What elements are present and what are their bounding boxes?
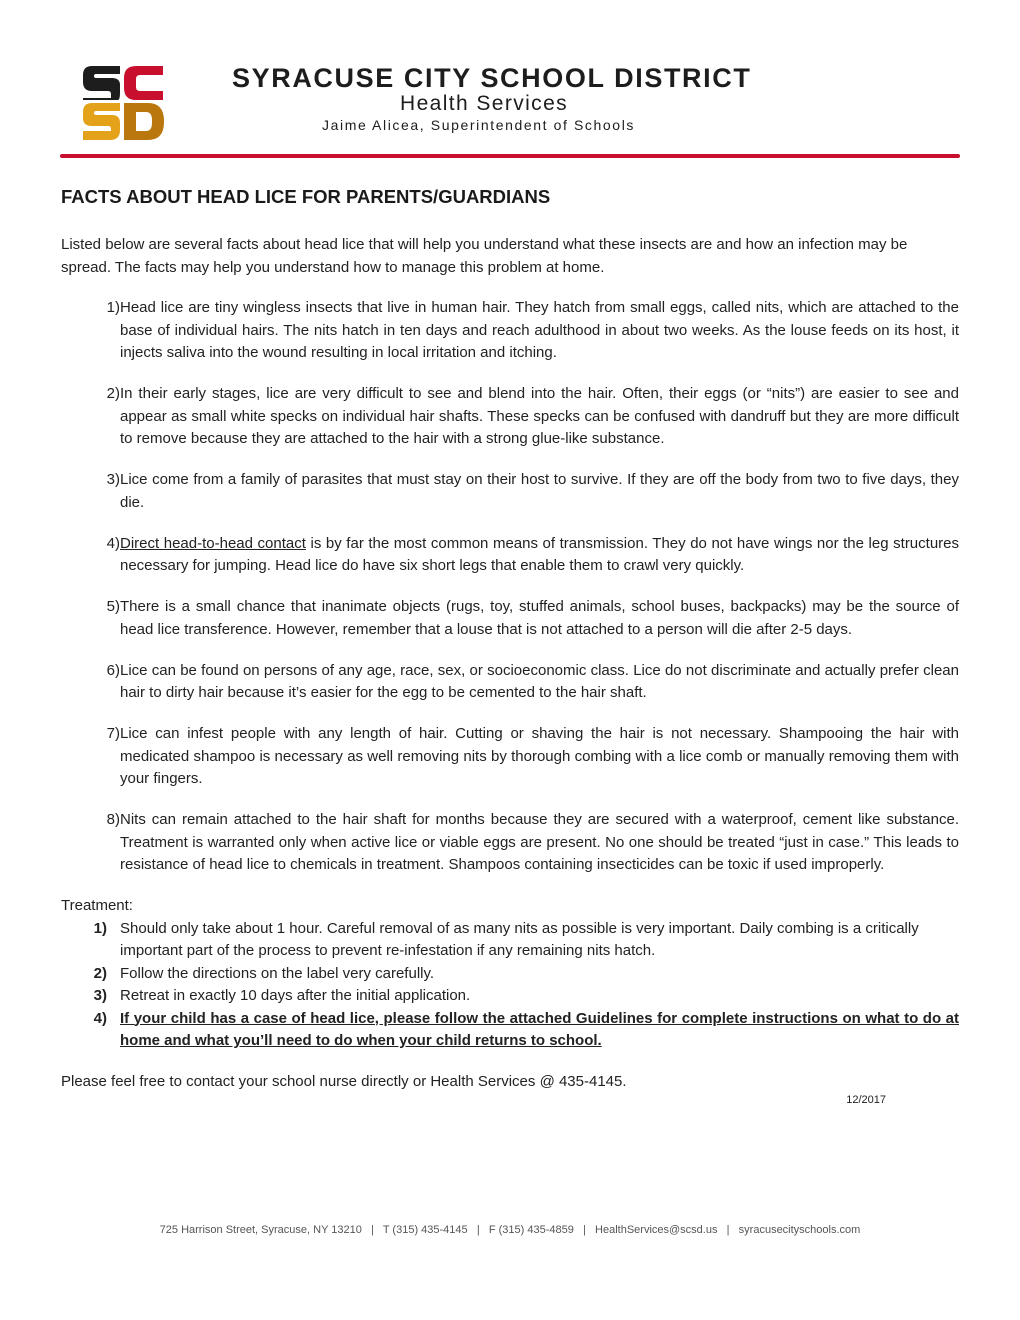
fact-text: In their early stages, lice are very difficult to see and blend into the hair. Often, their eggs (or “nits”) are easier to see and appear as small white specks on individual hair shafts. These specks can be confused with dandruff but they are more difficult to remove because they are attached to the hair with a strong glue-like substance. — [120, 385, 959, 447]
fact-number: 5) — [106, 598, 120, 615]
fact-text: Lice come from a family of parasites that must stay on their host to survive. If they are off the body from two to five days, they die. — [120, 471, 959, 511]
document-title: FACTS ABOUT HEAD LICE FOR PARENTS/GUARDIANS — [61, 186, 551, 207]
treatment-item — [61, 963, 959, 986]
treatment-number: 1) — [93, 919, 107, 937]
fact-item — [61, 533, 959, 578]
treatment-text: Retreat in exactly 10 days after the initial application. — [120, 987, 471, 1004]
fact-item — [61, 469, 959, 514]
document-body — [61, 234, 959, 1107]
emphasized-phrase: Direct head-to-head contact — [120, 534, 306, 552]
treatment-number: 3) — [93, 987, 107, 1004]
header-divider — [60, 154, 960, 158]
fact-text: Head lice are tiny wingless insects that live in human hair. They hatch from small eggs, called nits, which are attached to the base of individual hairs. The nits hatch in ten days and reach adulthood in about two weeks. As the louse feeds on its host, it injects saliva into the wound resulting in local irritation and itching. — [120, 299, 959, 361]
fact-number: 8) — [106, 811, 120, 828]
treatment-item — [61, 918, 959, 963]
fact-number: 6) — [106, 661, 120, 679]
scsd-logo — [80, 60, 165, 140]
fact-number: 2) — [106, 385, 120, 402]
treatment-item — [61, 1008, 959, 1053]
fact-item — [61, 809, 959, 877]
footer-contact-info: 725 Harrison Street, Syracuse, NY 13210 | T (315) 435-4145 | F (315) 435-4859 | HealthServices@scsd.us | syracusecityschools.com — [159, 1224, 861, 1236]
fact-text: Lice can be found on persons of any age, race, sex, or socioeconomic class. Lice do not discriminate and actually prefer clean hair to dirty hair because it’s easier for the egg to be cemented to the hair shaft. — [120, 661, 959, 701]
fact-item — [61, 596, 959, 641]
fact-text: is by far the most common means of transmission. They do not have wings nor the leg structures necessary for jumping. Head lice do have six short legs that enable them to crawl very quickly. — [120, 534, 959, 574]
contact-line: Please feel free to contact your school nurse directly or Health Services @ 435-4145. — [61, 1072, 627, 1090]
fact-number: 3) — [106, 471, 120, 488]
treatment-number: 4) — [93, 1009, 107, 1027]
treatment-number: 2) — [93, 964, 107, 982]
fact-text: Lice can infest people with any length of hair. Cutting or shaving the hair is not necessary. Shampooing the hair with medicated shampoo is necessary as well removing nits by thorough combing with a lice comb or manually removing them with your fingers. — [120, 725, 959, 787]
department-name: Health Services — [400, 92, 569, 115]
revision-date: 12/2017 — [846, 1094, 886, 1106]
fact-text: Nits can remain attached to the hair shaft for months because they are secured with a waterproof, cement like substance. Treatment is warranted only when active lice or viable eggs are present. No one should be treated “just in case.” This leads to resistance of head lice to chemicals in treatment. Shampoos containing insecticides can be toxic if used improperly. — [120, 811, 959, 873]
treatment-text: Should only take about 1 hour. Careful removal of as many nits as possible is very important. Daily combing is a critically important part of the process to prevent re-infestation if any remaining nits hatch. — [120, 919, 919, 959]
fact-text: There is a small chance that inanimate objects (rugs, toy, stuffed animals, school buses, backpacks) may be the source of head lice transference. However, remember that a louse that is not attached to a person will die after 2-5 days. — [120, 598, 959, 638]
district-name: SYRACUSE CITY SCHOOL DISTRICT — [232, 63, 752, 93]
fact-item — [61, 383, 959, 451]
treatment-text: Follow the directions on the label very carefully. — [120, 964, 435, 982]
superintendent-name: Jaime Alicea, Superintendent of Schools — [322, 117, 635, 133]
treatment-heading: Treatment: — [61, 897, 133, 914]
treatment-guidelines-note: If your child has a case of head lice, please follow the attached Guidelines for complete instructions on what to do at home and what you’ll need to do when your child returns to school. — [120, 1009, 959, 1049]
fact-number: 1) — [106, 299, 120, 316]
letterhead — [60, 55, 960, 145]
fact-number: 4) — [106, 534, 120, 552]
fact-item — [61, 660, 959, 705]
fact-number: 7) — [106, 725, 120, 742]
fact-text-with-emphasis — [120, 533, 959, 578]
intro-paragraph: Listed below are several facts about head lice that will help you understand what these insects are and how an infection may be spread. The facts may help you understand how to manage this problem at home. — [61, 236, 908, 276]
treatment-item — [61, 985, 959, 1008]
fact-item — [61, 723, 959, 791]
fact-item — [61, 297, 959, 365]
